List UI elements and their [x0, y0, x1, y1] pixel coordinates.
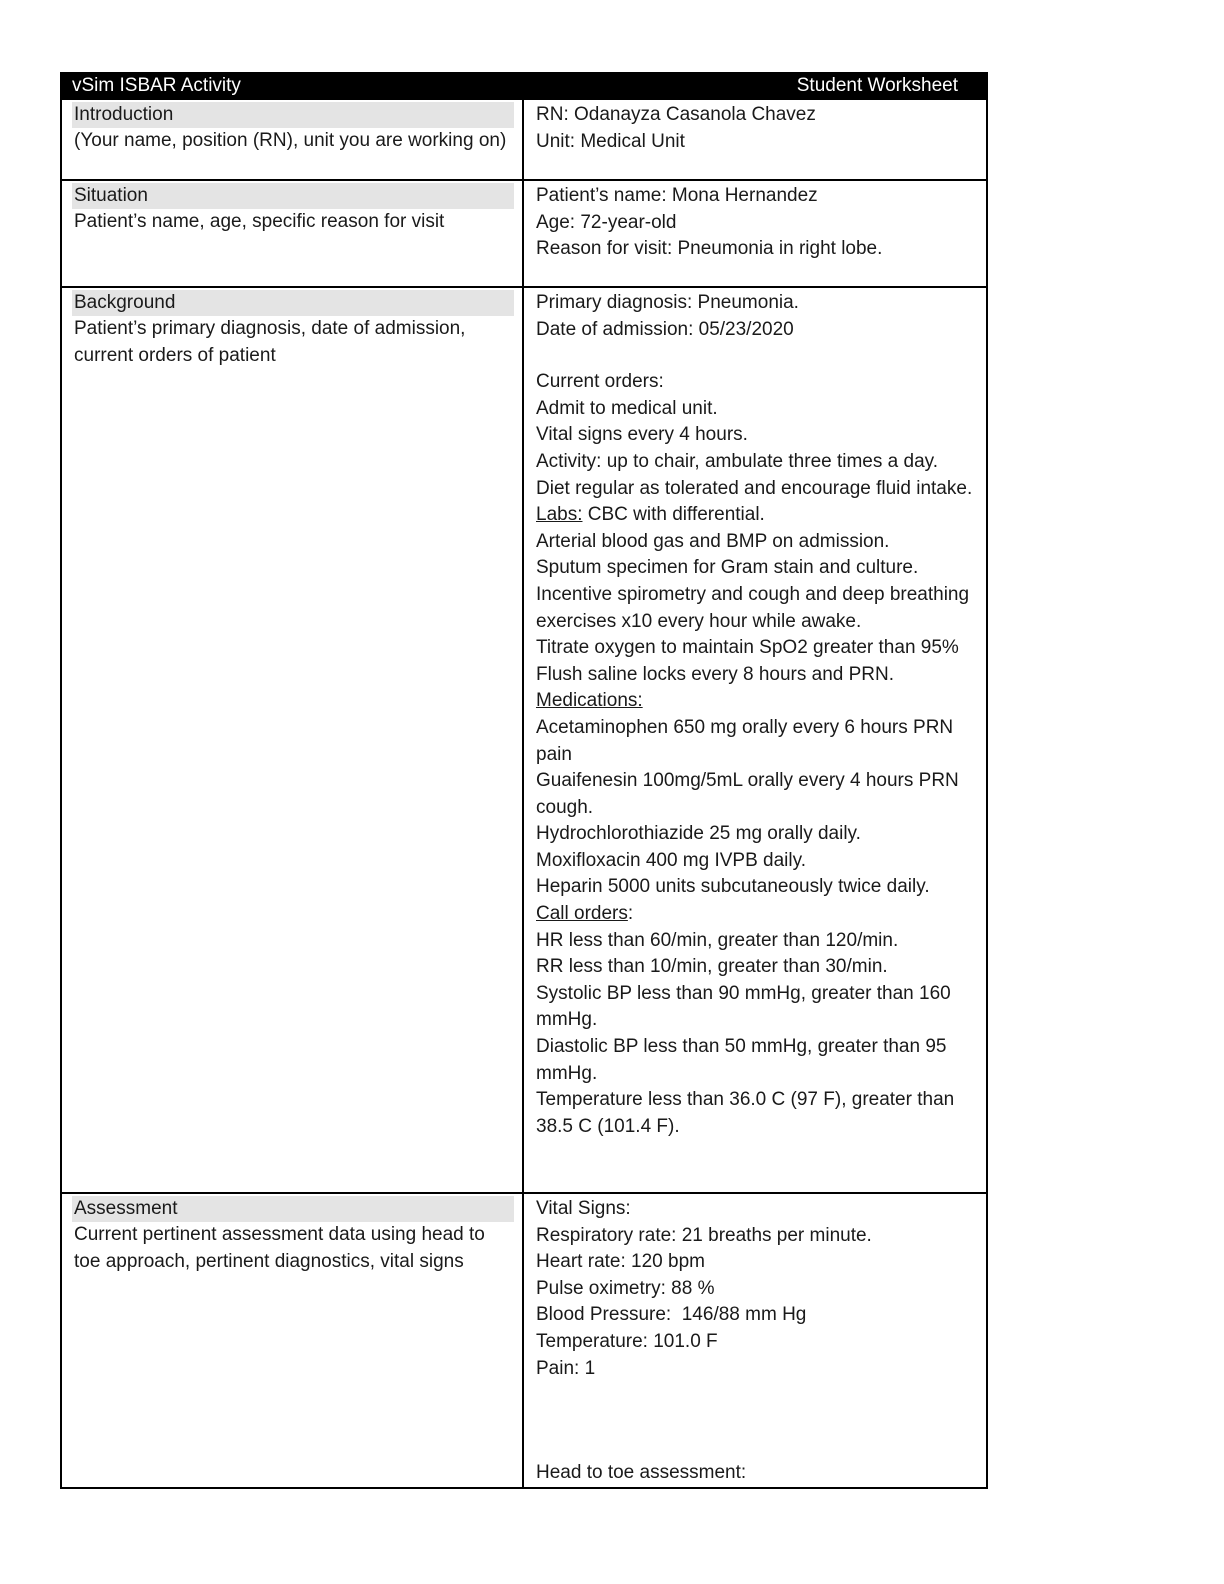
list-item: Heparin 5000 units subcutaneously twice daily. [536, 876, 930, 898]
call-orders-line [536, 901, 978, 928]
patient-age: Age: 72-year-old [536, 211, 677, 233]
vitals-heading: Vital Signs: [536, 1198, 631, 1219]
primary-diagnosis: Primary diagnosis: Pneumonia. [536, 292, 799, 313]
list-item: Pain: 1 [536, 1357, 596, 1379]
introduction-prompt-cell [62, 100, 524, 179]
introduction-row [60, 100, 988, 181]
list-item: Heart rate: 120 bpm [536, 1251, 705, 1273]
assessment-prompt-cell [62, 1194, 524, 1487]
situation-answer-cell [524, 181, 986, 286]
section-title-assessment: Assessment [72, 1196, 514, 1222]
background-row [60, 288, 988, 1194]
orders-list [536, 396, 978, 502]
unit-name: Unit: Medical Unit [536, 130, 685, 152]
situation-prompt: Patient’s name, age, specific reason for visit [74, 211, 445, 232]
list-item: Respiratory rate: 21 breaths per minute. [536, 1224, 872, 1246]
list-item: Hydrochlorothiazide 25 mg orally daily. [536, 823, 861, 845]
admission-date: Date of admission: 05/23/2020 [536, 318, 794, 340]
header-subtitle: Student Worksheet [796, 75, 958, 96]
list-item: Guaifenesin 100mg/5mL orally every 4 hours PRN cough. [536, 770, 965, 818]
assessment-row [60, 1194, 988, 1489]
list-item: Admit to medical unit. [536, 397, 718, 419]
medications-list [536, 715, 978, 901]
worksheet-header [60, 72, 988, 100]
list-item: Vital signs every 4 hours. [536, 424, 748, 446]
list-item: Blood Pressure: 146/88 mm Hg [536, 1304, 807, 1326]
list-item: Systolic BP less than 90 mmHg, greater than 160 mmHg. [536, 982, 956, 1031]
medications-label: Medications: [536, 690, 643, 712]
head-to-toe-heading: Head to toe assessment: [536, 1462, 747, 1484]
header-title: vSim ISBAR Activity [72, 75, 241, 96]
introduction-prompt: (Your name, position (RN), unit you are working on) [74, 130, 507, 151]
list-item: Activity: up to chair, ambulate three times a day. [536, 450, 939, 472]
orders-heading: Current orders: [536, 371, 664, 393]
list-item: Pulse oximetry: 88 % [536, 1277, 715, 1299]
background-prompt-cell [62, 288, 524, 1192]
list-item: Sputum specimen for Gram stain and culture. [536, 557, 919, 579]
list-item: RR less than 10/min, greater than 30/min. [536, 956, 888, 978]
list-item: Temperature less than 36.0 C (97 F), greater than 38.5 C (101.4 F). [536, 1089, 960, 1137]
assessment-prompt: Current pertinent assessment data using head to toe approach, pertinent diagnostics, vital signs [74, 1224, 485, 1272]
background-prompt: Patient’s primary diagnosis, date of admission, current orders of patient [74, 318, 466, 366]
visit-reason: Reason for visit: Pneumonia in right lobe. [536, 238, 883, 260]
section-title-background: Background [72, 290, 514, 316]
situation-row [60, 181, 988, 288]
call-orders-list [536, 928, 978, 1141]
introduction-answer-cell [524, 100, 986, 179]
list-item: Incentive spirometry and cough and deep breathing exercises x10 every hour while awake. [536, 583, 975, 632]
list-item: Acetaminophen 650 mg orally every 6 hours PRN pain [536, 716, 959, 765]
isbar-worksheet [60, 72, 988, 1489]
vitals-list [536, 1223, 978, 1383]
section-title-introduction: Introduction [72, 102, 514, 128]
list-item: Arterial blood gas and BMP on admission. [536, 530, 890, 552]
list-item: Diastolic BP less than 50 mmHg, greater than 95 mmHg. [536, 1036, 952, 1084]
background-answer-cell [524, 288, 986, 1192]
situation-prompt-cell [62, 181, 524, 286]
section-title-situation: Situation [72, 183, 514, 209]
patient-name: Patient’s name: Mona Hernandez [536, 185, 818, 206]
assessment-answer-cell [524, 1194, 986, 1487]
labs-line [536, 502, 978, 529]
list-item: HR less than 60/min, greater than 120/min. [536, 929, 899, 951]
call-orders-label: Call orders [536, 903, 628, 925]
list-item: Temperature: 101.0 F [536, 1330, 718, 1352]
labs-label: Labs: [536, 504, 583, 526]
list-item: Moxifloxacin 400 mg IVPB daily. [536, 849, 806, 871]
lab-orders-list [536, 529, 978, 689]
call-orders-colon: : [627, 903, 634, 925]
labs-text: CBC with differential. [582, 504, 765, 526]
list-item: Titrate oxygen to maintain SpO2 greater than 95% [536, 637, 959, 659]
list-item: Flush saline locks every 8 hours and PRN. [536, 663, 894, 685]
rn-name: RN: Odanayza Casanola Chavez [536, 104, 816, 125]
list-item: Diet regular as tolerated and encourage fluid intake. [536, 477, 973, 499]
